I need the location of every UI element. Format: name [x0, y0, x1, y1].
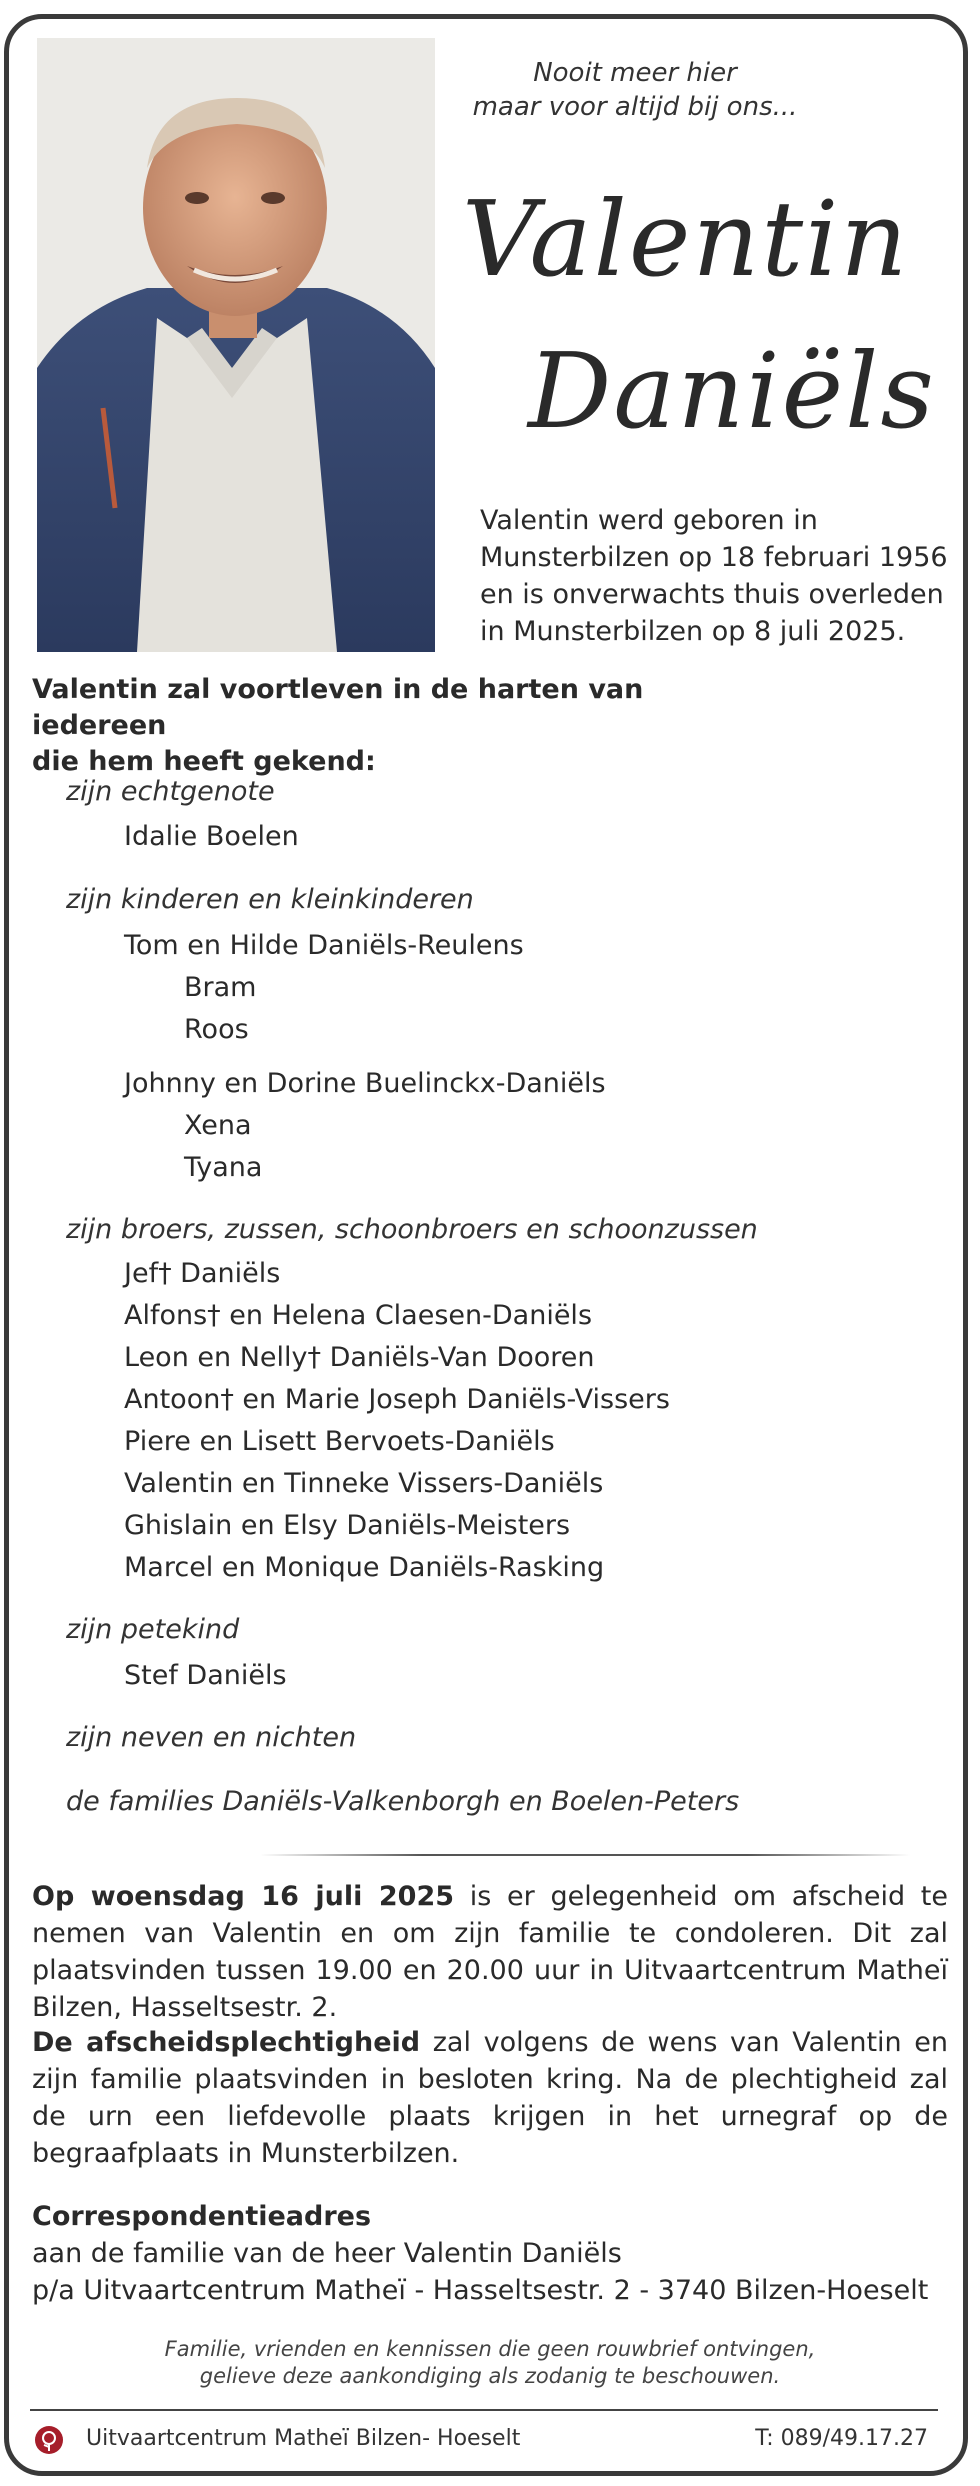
relation-heading: zijn petekind: [66, 1614, 240, 1645]
motto: [420, 56, 850, 124]
motto-line: Nooit meer hier: [533, 58, 737, 88]
deceased-first-name: Valentin: [462, 178, 910, 300]
relation-heading: zijn echtgenote: [66, 776, 275, 807]
family-member: Piere en Lisett Bervoets-Daniëls: [124, 1426, 555, 1457]
family-member: Idalie Boelen: [124, 821, 299, 852]
family-member: Marcel en Monique Daniëls-Rasking: [124, 1552, 605, 1583]
ceremony-lead: De afscheidsplechtigheid: [32, 2027, 421, 2058]
correspondence-heading: Correspondentieadres: [32, 2201, 372, 2232]
intro-heading: [32, 672, 752, 780]
note-line: Familie, vrienden en kennissen die geen rouwbrief ontvingen,: [164, 2337, 816, 2361]
grandchild: Bram: [184, 972, 257, 1003]
footer-divider: [30, 2409, 938, 2411]
deceased-last-name: Daniëls: [528, 330, 936, 452]
motto-line: maar voor altijd bij ons...: [472, 92, 798, 122]
family-member: Stef Daniëls: [124, 1660, 287, 1691]
divider: [260, 1854, 910, 1856]
birth-death-statement: [480, 502, 950, 650]
grandchild: Roos: [184, 1014, 249, 1045]
relation-heading: zijn kinderen en kleinkinderen: [66, 884, 474, 915]
visitation-text: is er gelegenheid om afscheid te nemen van Valentin en om zijn familie te condoleren. Dit zal plaatsvinden tussen 19.00 en 20.00 uur in Uitvaartcentrum Matheï Bilzen, Hasseltsestr. 2.: [32, 1881, 948, 2023]
note-line: gelieve deze aankondiging als zodanig te beschouwen.: [199, 2364, 781, 2388]
closing-note: [100, 2336, 880, 2390]
statement-line: Valentin werd geboren in: [480, 505, 818, 536]
address-line: aan de familie van de heer Valentin Daniëls: [32, 2238, 622, 2269]
statement-line: in Munsterbilzen op 8 juli 2025.: [480, 616, 906, 647]
relation-heading: de families Daniëls-Valkenborgh en Boelen-Peters: [66, 1786, 740, 1817]
grandchild: Xena: [184, 1110, 252, 1141]
family-member: Leon en Nelly† Daniëls-Van Dooren: [124, 1342, 595, 1373]
address-line: p/a Uitvaartcentrum Matheï - Hasseltsestr. 2 - 3740 Bilzen-Hoeselt: [32, 2275, 929, 2306]
ceremony-paragraph: [32, 2024, 948, 2172]
relation-heading: zijn neven en nichten: [66, 1722, 357, 1753]
portrait-photo: [37, 38, 435, 652]
statement-line: en is onverwachts thuis overleden: [480, 579, 944, 610]
family-member: Valentin en Tinneke Vissers-Daniëls: [124, 1468, 604, 1499]
family-member: Antoon† en Marie Joseph Daniëls-Vissers: [124, 1384, 670, 1415]
footer: [30, 2423, 938, 2457]
portrait-illustration: [37, 38, 435, 652]
correspondence-address: [32, 2198, 948, 2309]
family-member: Jef† Daniëls: [124, 1258, 281, 1289]
relation-heading: zijn broers, zussen, schoonbroers en schoonzussen: [66, 1214, 758, 1245]
family-member: Ghislain en Elsy Daniëls-Meisters: [124, 1510, 571, 1541]
ceremony-text: zal volgens de wens van Valentin en zijn familie plaatsvinden in besloten kring. Na de plechtigheid zal de urn een liefdevolle plaats krijgen in het urnegraf op de begraafplaats in Munsterbilzen.: [32, 2027, 948, 2169]
rose-logo-icon: [34, 2425, 64, 2455]
funeral-home-phone: T: 089/49.17.27: [755, 2426, 928, 2451]
statement-line: Munsterbilzen op 18 februari 1956: [480, 542, 948, 573]
funeral-home-name: Uitvaartcentrum Matheï Bilzen- Hoeselt: [86, 2426, 521, 2451]
family-member: Tom en Hilde Daniëls-Reulens: [124, 930, 524, 961]
visitation-lead: Op woensdag 16 juli 2025: [32, 1881, 455, 1912]
family-member: Johnny en Dorine Buelinckx-Daniëls: [124, 1068, 606, 1099]
visitation-paragraph: [32, 1878, 948, 2026]
grandchild: Tyana: [184, 1152, 263, 1183]
intro-line: Valentin zal voortleven in de harten van iedereen: [32, 674, 644, 741]
family-member: Alfons† en Helena Claesen-Daniëls: [124, 1300, 593, 1331]
intro-line: die hem heeft gekend:: [32, 746, 376, 777]
